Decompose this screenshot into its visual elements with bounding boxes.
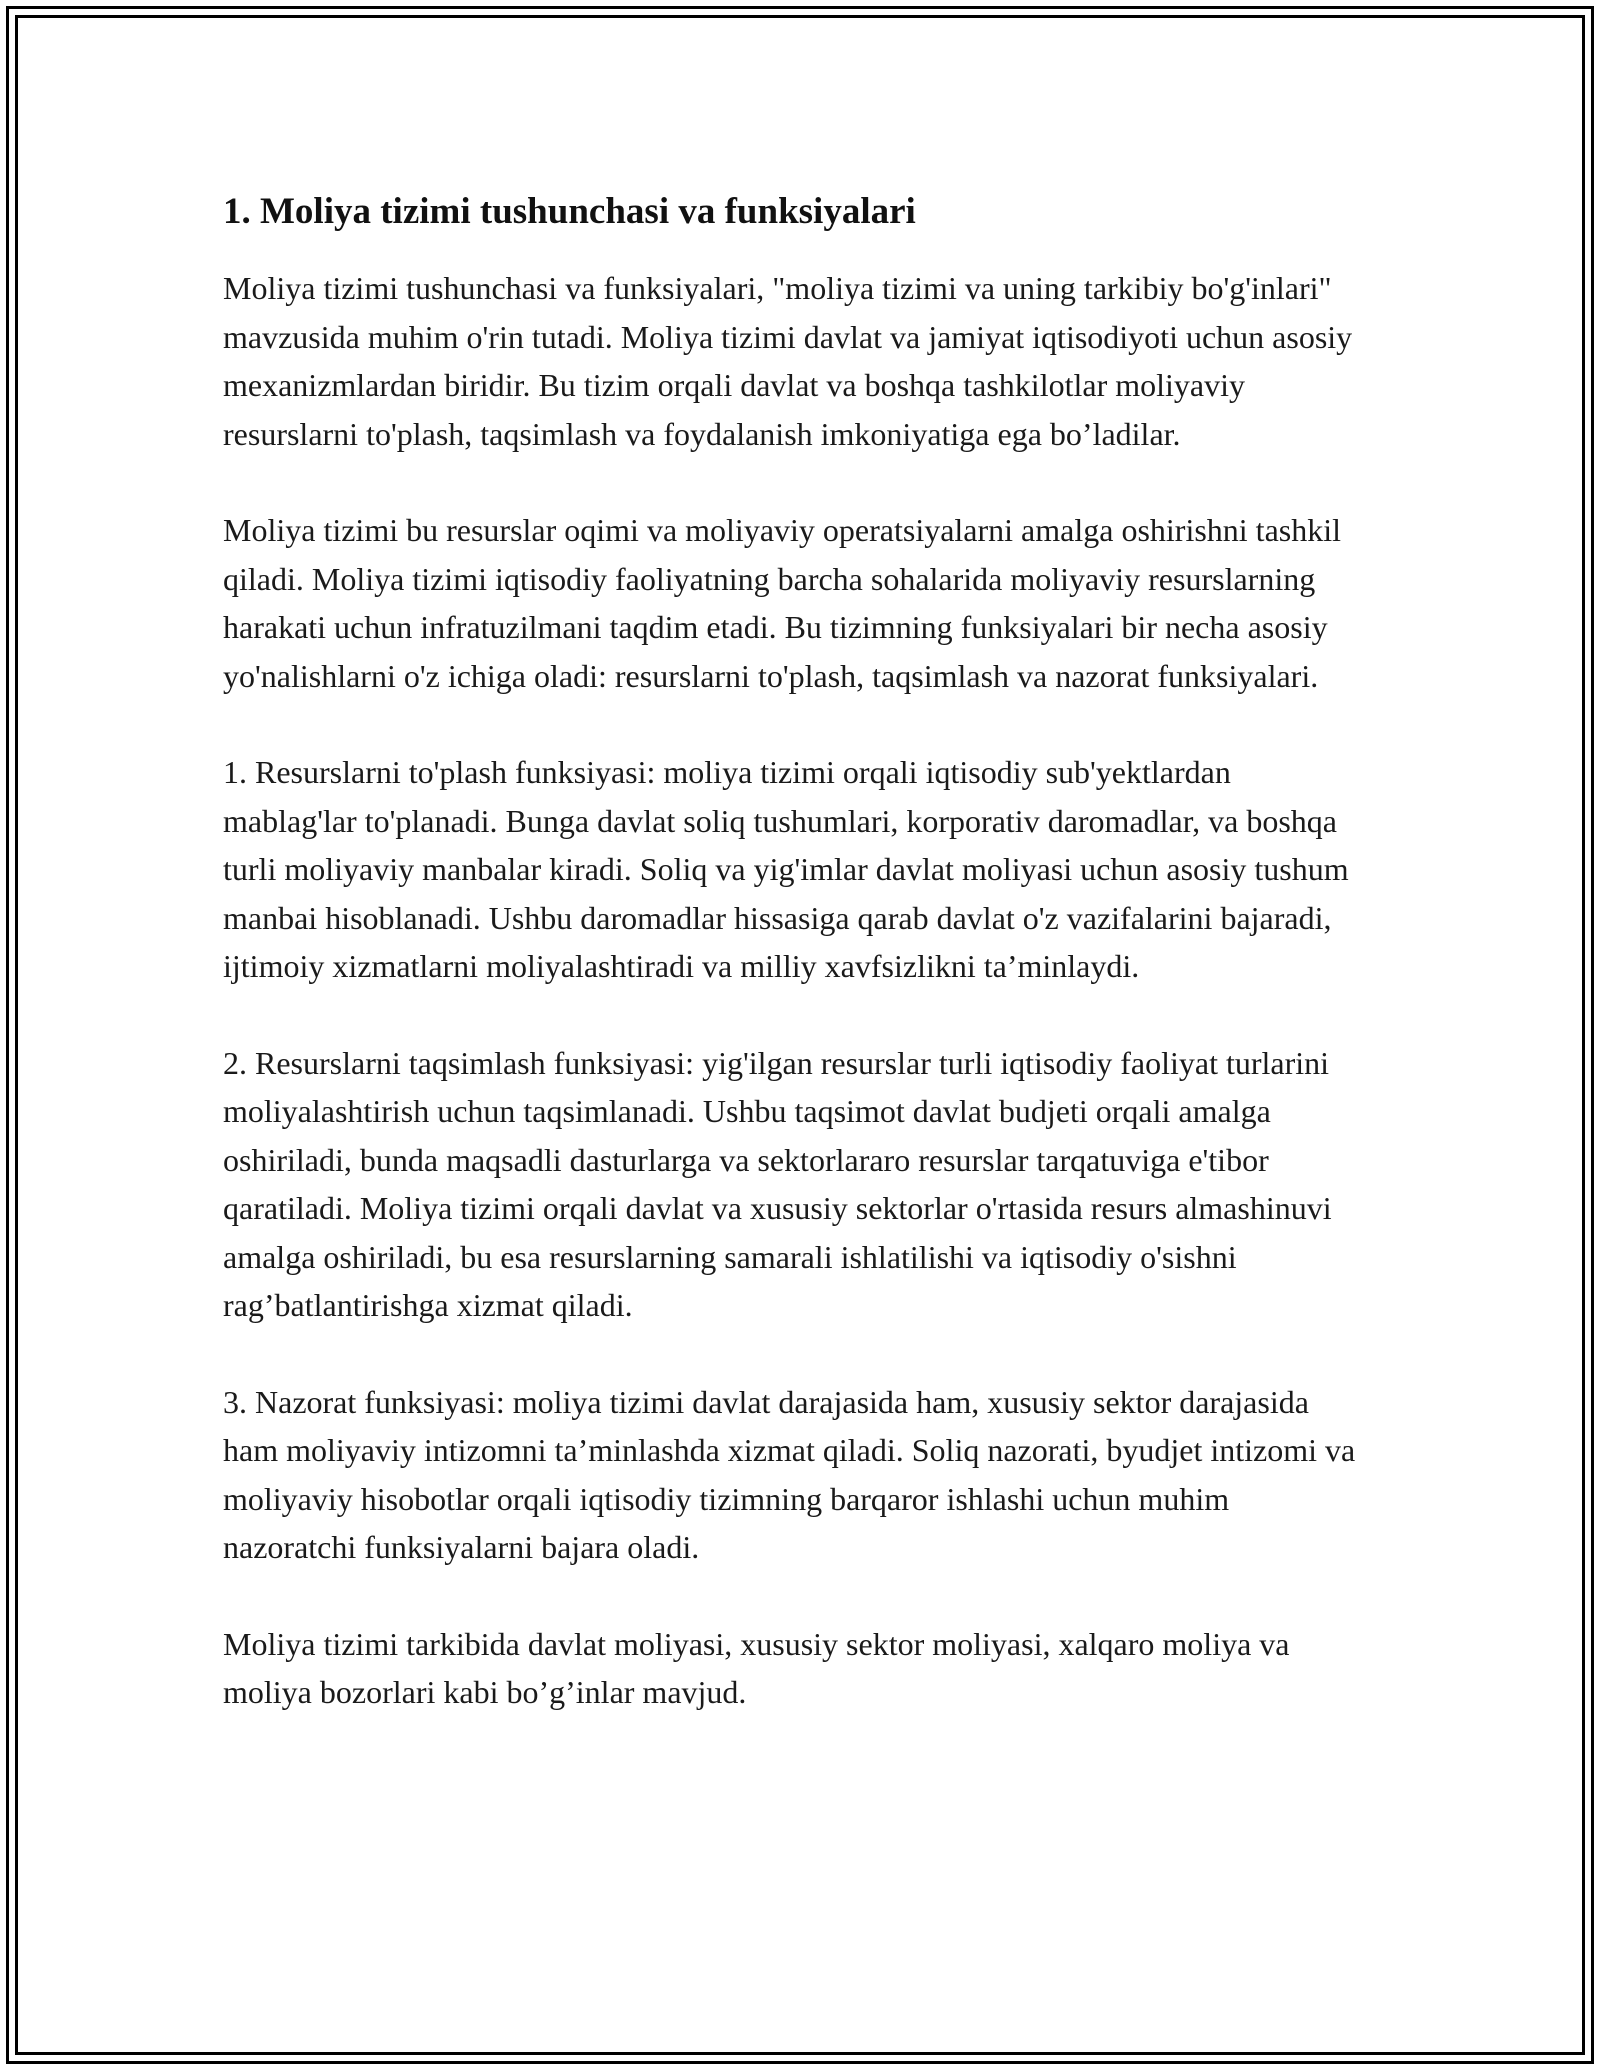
paragraph-control-function: 3. Nazorat funksiyasi: moliya tizimi davlat darajasida ham, xususiy sektor darajasida ham moliyaviy intizomni ta’minlashda xizmat qiladi. Soliq nazorati, byudjet intizomi va moliyaviy hisobotlar orqali iqtisodiy tizimning barqaror ishlashi uchun muhim nazoratchi funksiyalarni bajara oladi. — [223, 1383, 1356, 1565]
paragraph-distribution-function: 2. Resurslarni taqsimlash funksiyasi: yig'ilgan resurslar turli iqtisodiy faoliyat turlarini moliyalashtirish uchun taqsimlanadi. Ushbu taqsimot davlat budjeti orqali amalga oshiriladi, bunda maqsadli dasturlarga va sektorlararo resurslar tarqatuviga e'tibor qaratiladi. Moliya tizimi orqali davlat va xususiy sektorlar o'rtasida resurs almashinuvi amalga oshiriladi, bu esa resurslarning samarali ishlatilishi va iqtisodiy o'sishni rag’batlantirishga xizmat qiladi. — [223, 1044, 1332, 1323]
document-body — [223, 188, 1363, 1765]
paragraph-intro: Moliya tizimi tushunchasi va funksiyalari, "moliya tizimi va uning tarkibiy bo'g'inlari" mavzusida muhim o'rin tutadi. Moliya tizimi davlat va jamiyat iqtisodiyoti uchun asosiy mexanizmlardan biridir. Bu tizim orqali davlat va boshqa tashkilotlar moliyaviy resurslarni to'plash, taqsimlash va foydalanish imkoniyatiga ega bo’ladilar. — [223, 270, 1353, 452]
paragraph-conclusion: Moliya tizimi tarkibida davlat moliyasi, xususiy sektor moliyasi, xalqaro moliya va moliya bozorlari kabi bo’g’inlar mavjud. — [223, 1625, 1290, 1710]
paragraph-overview: Moliya tizimi bu resurslar oqimi va moliyaviy operatsiyalarni amalga oshirishni tashkil qiladi. Moliya tizimi iqtisodiy faoliyatning barcha sohalarida moliyaviy resurslarning harakati uchun infratuzilmani taqdim etadi. Bu tizimning funksiyalari bir necha asosiy yo'nalishlarni o'z ichiga oladi: resurslarni to'plash, taqsimlash va nazorat funksiyalari. — [223, 512, 1341, 694]
paragraph-collection-function: 1. Resurslarni to'plash funksiyasi: moliya tizimi orqali iqtisodiy sub'yektlardan mablag'lar to'planadi. Bunga davlat soliq tushumlari, korporativ daromadlar, va boshqa turli moliyaviy manbalar kiradi. Soliq va yig'imlar davlat moliyasi uchun asosiy tushum manbai hisoblanadi. Ushbu daromadlar hissasiga qarab davlat o'z vazifalarini bajaradi, ijtimoiy xizmatlarni moliyalashtiradi va milliy xavfsizlikni ta’minlaydi. — [223, 754, 1349, 984]
section-heading: 1. Moliya tizimi tushunchasi va funksiyalari — [223, 191, 916, 232]
